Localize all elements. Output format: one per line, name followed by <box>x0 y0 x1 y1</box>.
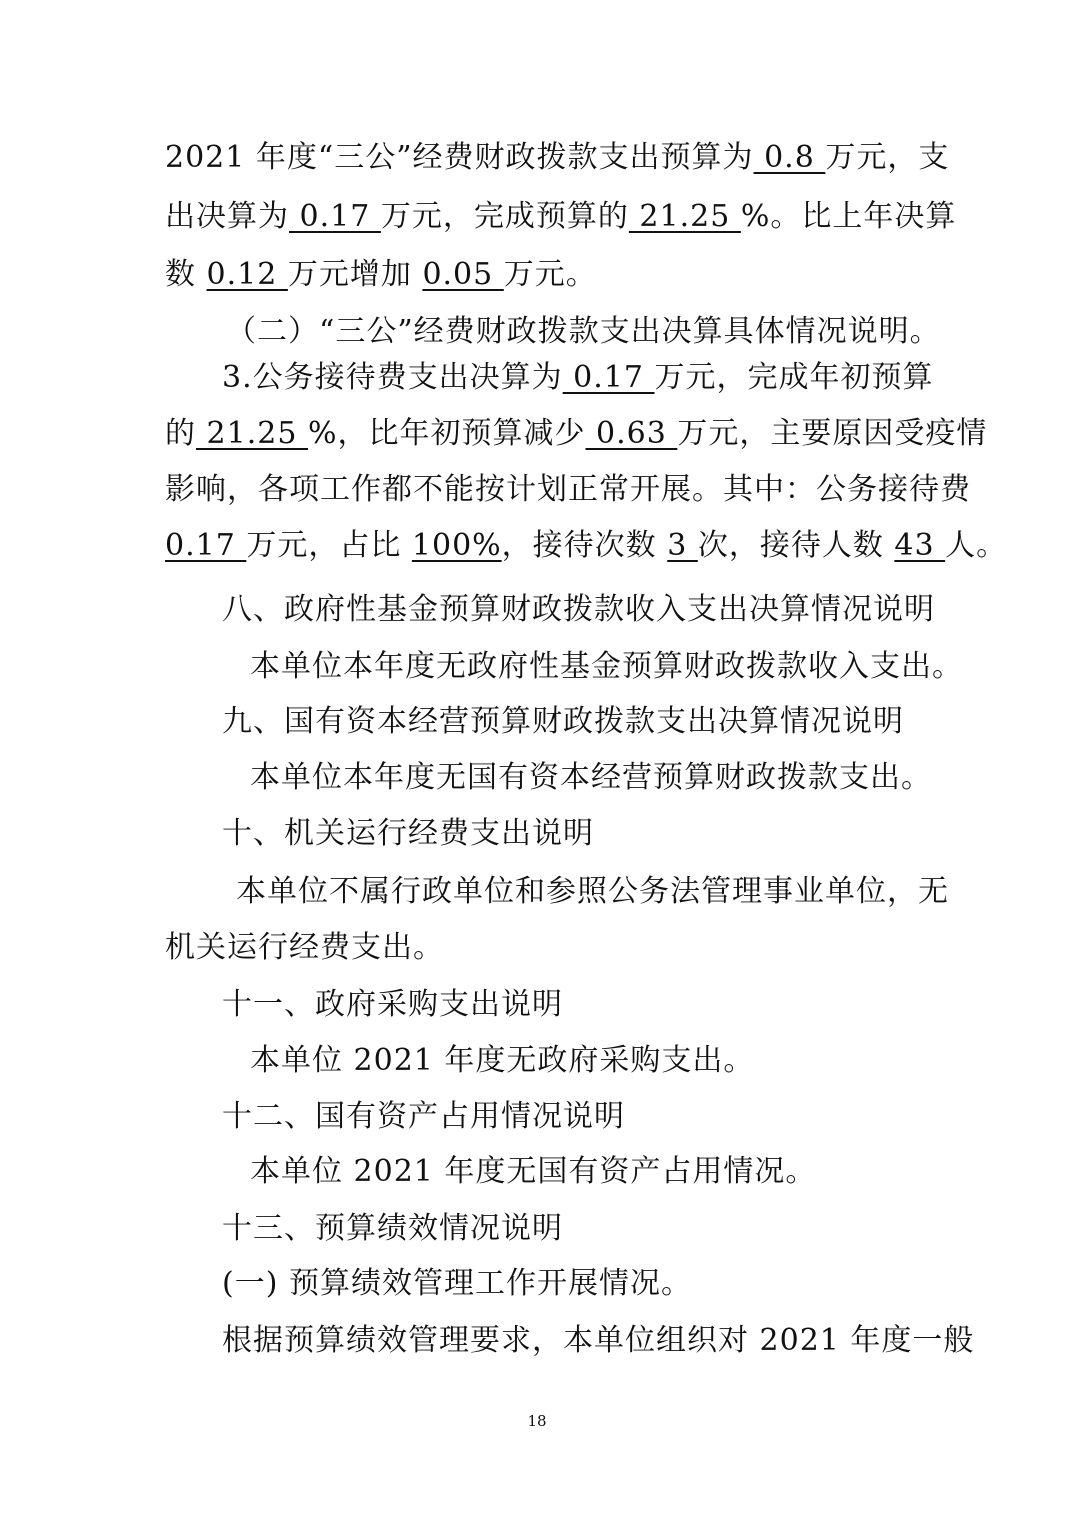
section-body: 本单位本年度无国有资本经营预算财政拨款支出。 <box>250 760 932 795</box>
section-heading: 十二、国有资产占用情况说明 <box>222 1099 625 1134</box>
text-line <box>165 468 971 512</box>
section-heading: 十、机关运行经费支出说明 <box>222 816 594 851</box>
underlined-value: 21.25 <box>196 416 308 451</box>
section-body: 机关运行经费支出。 <box>165 930 444 965</box>
section-body: 根据预算绩效管理要求，本单位组织对 2021 年度一般 <box>222 1323 975 1358</box>
text-segment: %。比上年决算 <box>740 199 957 234</box>
text-segment: 数 <box>165 257 207 292</box>
text-line <box>165 253 907 297</box>
text-segment: ，接待次数 <box>501 528 668 563</box>
section-body: 本单位不属行政单位和参照公务法管理事业单位，无 <box>236 874 949 909</box>
text-segment: 2021 年度“三公”经费财政拨款支出预算为 <box>165 140 754 175</box>
underlined-value: 0.12 <box>206 257 288 292</box>
text-line <box>226 310 941 354</box>
text-segment: 万元，占比 <box>246 528 412 563</box>
text-segment: 万元，完成年初预算 <box>654 360 934 395</box>
text-line <box>165 195 957 239</box>
section-heading: 十三、预算绩效情况说明 <box>222 1211 563 1246</box>
text-segment: 出决算为 <box>165 199 289 234</box>
underlined-value: 0.8 <box>753 140 826 175</box>
text-line <box>165 412 988 456</box>
text-segment: 人。 <box>945 528 1008 563</box>
underlined-value: 21.25 <box>628 199 741 234</box>
text-line <box>165 524 1008 568</box>
underlined-value: 0.17 <box>289 199 381 234</box>
underlined-value: 0.05 <box>422 257 504 292</box>
underlined-value: 0.63 <box>585 416 678 451</box>
section-subheading: (一) 预算绩效管理工作开展情况。 <box>222 1266 692 1301</box>
section-body: 本单位本年度无政府性基金预算财政拨款收入支出。 <box>250 649 963 684</box>
section-body: 本单位 2021 年度无政府采购支出。 <box>250 1043 755 1078</box>
page-number: 18 <box>527 1412 547 1430</box>
underlined-value: 3 <box>667 528 698 563</box>
section-body: 本单位 2021 年度无国有资产占用情况。 <box>250 1154 817 1189</box>
underlined-value: 43 <box>894 528 946 563</box>
text-segment: 3.公务接待费支出决算为 <box>222 360 563 395</box>
text-segment: 的 <box>165 416 196 451</box>
text-segment: 万元，完成预算的 <box>380 199 629 234</box>
underlined-value: 100% <box>411 528 502 563</box>
text-segment: 万元增加 <box>287 257 423 292</box>
text-segment: 影响，各项工作都不能按计划正常开展。其中：公务接待费 <box>165 472 971 507</box>
text-segment: 万元。 <box>503 257 597 292</box>
section-heading: 九、国有资本经营预算财政拨款支出决算情况说明 <box>222 704 904 739</box>
underlined-value: 0.17 <box>165 528 247 563</box>
text-segment: %，比年初预算减少 <box>307 416 586 451</box>
text-segment: 次，接待人数 <box>697 528 895 563</box>
text-segment: 万元，主要原因受疫情 <box>677 416 988 451</box>
section-heading: 十一、政府采购支出说明 <box>222 987 563 1022</box>
section-heading: 八、政府性基金预算财政拨款收入支出决算情况说明 <box>222 592 935 627</box>
text-segment: （二）“三公”经费财政拨款支出决算具体情况说明。 <box>226 314 941 349</box>
text-segment: 万元，支 <box>825 140 950 175</box>
text-line <box>165 136 950 180</box>
text-line <box>222 356 934 400</box>
underlined-value: 0.17 <box>562 360 655 395</box>
